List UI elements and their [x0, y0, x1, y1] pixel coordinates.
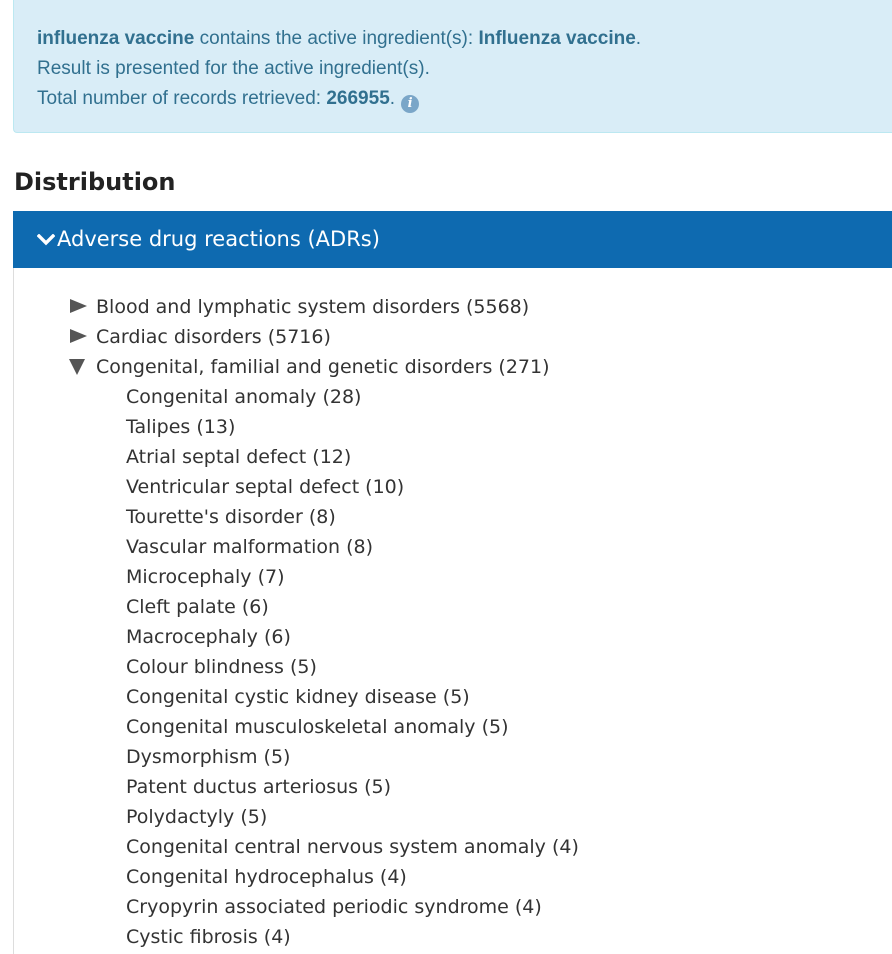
tree-leaf[interactable]: Congenital hydrocephalus (4) — [126, 866, 407, 888]
tree-leaf[interactable]: Cleft palate (6) — [126, 596, 269, 618]
tree-leaf[interactable]: Dysmorphism (5) — [126, 746, 291, 768]
panel-title: Adverse drug reactions (ADRs) — [57, 227, 380, 251]
tree-group-label[interactable]: Blood and lymphatic system disorders (5568) — [96, 296, 530, 318]
tree-leaf[interactable]: Congenital central nervous system anomaly (4) — [126, 836, 579, 858]
tree-leaf[interactable]: Cryopyrin associated periodic syndrome (4) — [126, 896, 542, 918]
tree-leaf[interactable]: Polydactyly (5) — [126, 806, 268, 828]
tree-group-label[interactable]: Cardiac disorders (5716) — [96, 326, 331, 348]
triangle-right-icon[interactable] — [68, 322, 96, 346]
active-ingredient-line: influenza vaccine contains the active ingredient(s): Influenza vaccine. — [37, 28, 642, 49]
triangle-down-icon[interactable] — [68, 352, 96, 376]
triangle-right-icon[interactable] — [68, 292, 96, 316]
section-title: Distribution — [14, 168, 176, 196]
tree-group-blood — [68, 292, 579, 322]
tree-group-cardiac — [68, 322, 579, 352]
tree-leaf[interactable]: Tourette's disorder (8) — [126, 506, 336, 528]
tree-leaf[interactable]: Talipes (13) — [126, 416, 236, 438]
tree-group-congenital — [68, 352, 579, 382]
total-records-line: Total number of records retrieved: 266955. i — [37, 84, 892, 114]
tree-leaf[interactable]: Atrial septal defect (12) — [126, 446, 352, 468]
tree-leaf[interactable]: Vascular malformation (8) — [126, 536, 374, 558]
total-value: 266955 — [326, 88, 390, 109]
adr-panel-header[interactable] — [13, 211, 892, 268]
tree-group-label[interactable]: Congenital, familial and genetic disorders (271) — [96, 356, 550, 378]
tree-leaf[interactable]: Ventricular septal defect (10) — [126, 476, 405, 498]
contains-text: contains the active ingredient(s): — [194, 28, 479, 49]
result-note: Result is presented for the active ingredient(s). — [37, 58, 430, 79]
drug-name: influenza vaccine — [37, 28, 195, 49]
ingredient-name: Influenza vaccine — [478, 28, 636, 49]
adr-tree — [68, 292, 579, 952]
info-banner — [13, 0, 892, 133]
total-label: Total number of records retrieved: — [37, 88, 327, 109]
tree-leaf[interactable]: Cystic fibrosis (4) — [126, 926, 291, 948]
info-icon[interactable]: i — [401, 95, 419, 113]
tree-leaf[interactable]: Congenital musculoskeletal anomaly (5) — [126, 716, 509, 738]
tree-leaf[interactable]: Patent ductus arteriosus (5) — [126, 776, 391, 798]
congenital-children — [68, 382, 579, 952]
chevron-down-icon — [37, 211, 55, 268]
tree-leaf[interactable]: Congenital cystic kidney disease (5) — [126, 686, 470, 708]
tree-leaf[interactable]: Microcephaly (7) — [126, 566, 285, 588]
tree-leaf[interactable]: Congenital anomaly (28) — [126, 386, 362, 408]
tree-leaf[interactable]: Macrocephaly (6) — [126, 626, 291, 648]
tree-leaf[interactable]: Colour blindness (5) — [126, 656, 317, 678]
